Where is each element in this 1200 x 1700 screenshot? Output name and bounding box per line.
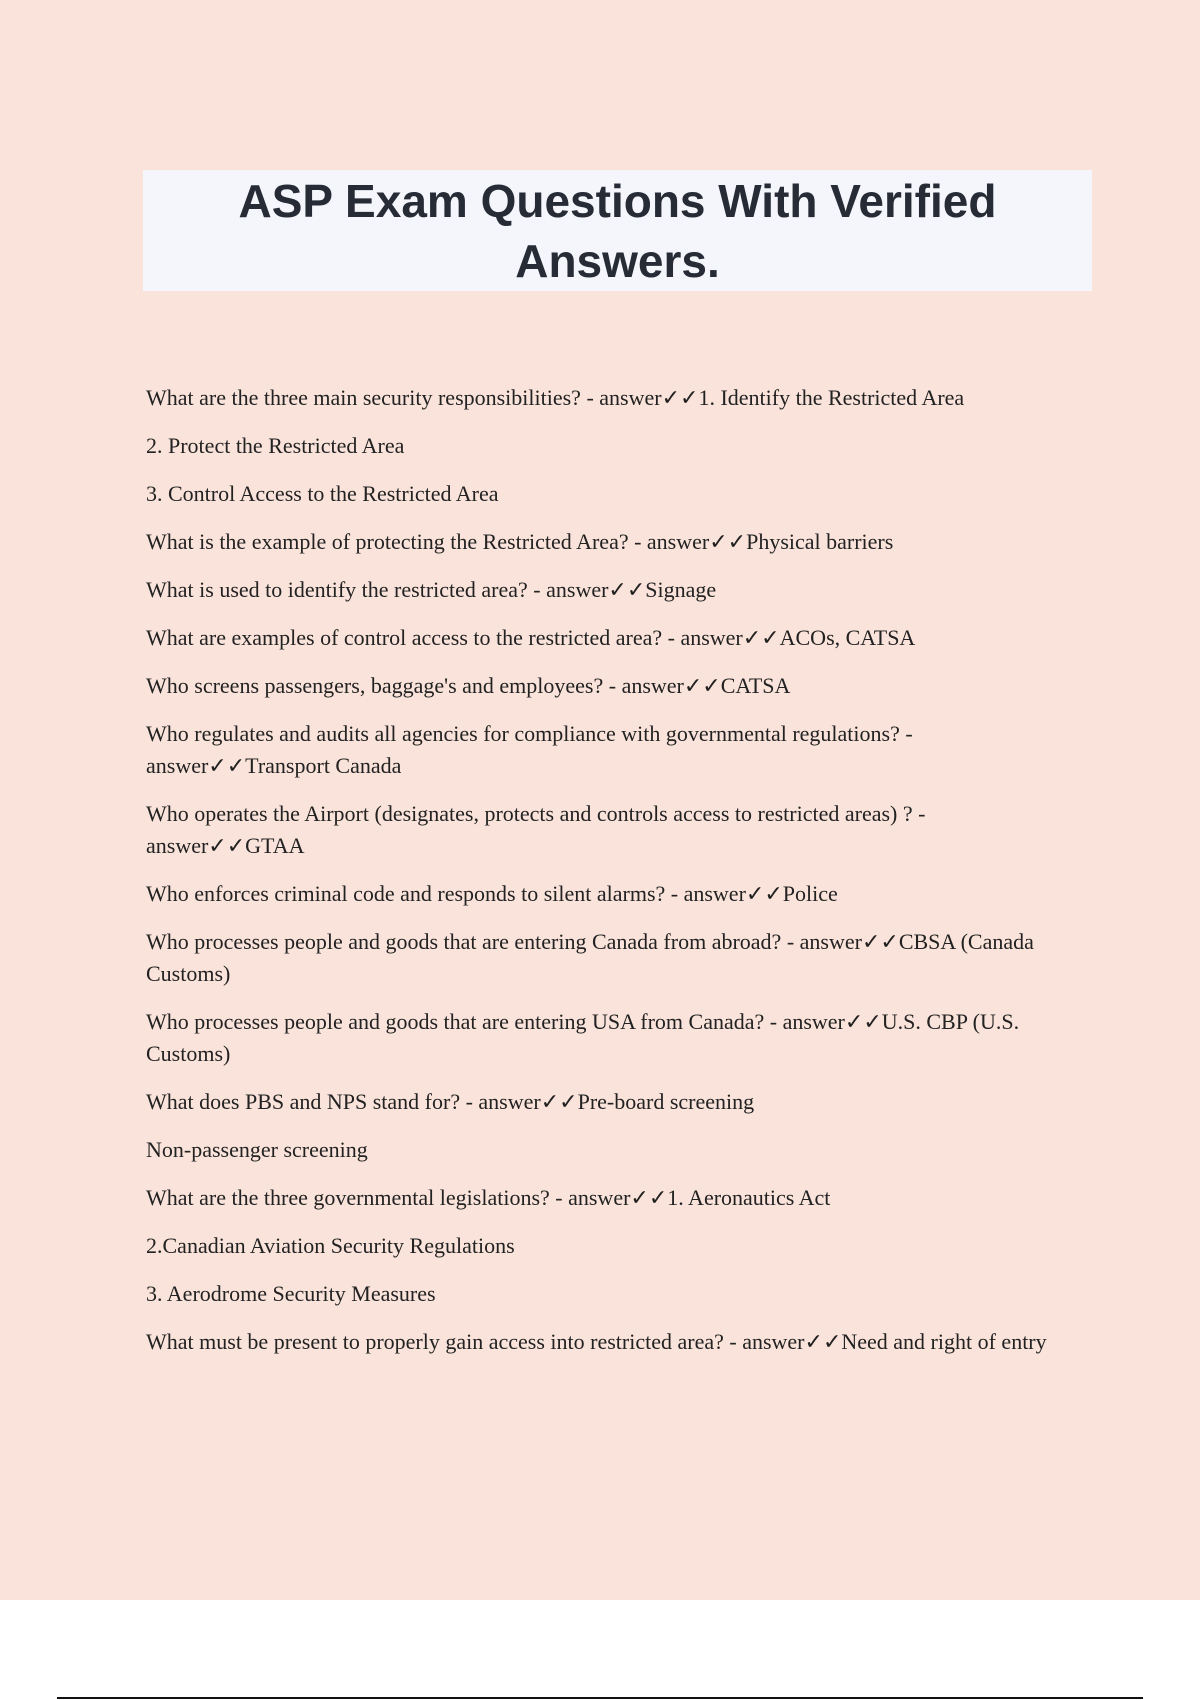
- qa-line: Who processes people and goods that are entering Canada from abroad? - answer✓✓CBSA (Canada Customs): [146, 929, 1034, 986]
- qa-line: Who operates the Airport (designates, protects and controls access to restricted areas) ? - answer✓✓GTAA: [146, 801, 926, 858]
- qa-content: [146, 382, 1086, 1374]
- qa-line: 3. Aerodrome Security Measures: [146, 1281, 436, 1306]
- qa-line: Who screens passengers, baggage's and employees? - answer✓✓CATSA: [146, 673, 791, 698]
- qa-line: What is used to identify the restricted area? - answer✓✓Signage: [146, 577, 717, 602]
- qa-line: What does PBS and NPS stand for? - answer✓✓Pre-board screening: [146, 1089, 755, 1114]
- qa-line: 2.Canadian Aviation Security Regulations: [146, 1233, 515, 1258]
- footer-divider: [57, 1697, 1143, 1699]
- title-banner: [143, 170, 1092, 291]
- qa-line: What are the three governmental legislations? - answer✓✓1. Aeronautics Act: [146, 1185, 831, 1210]
- document-title: ASP Exam Questions With Verified Answers.: [238, 174, 997, 287]
- qa-line: Who enforces criminal code and responds to silent alarms? - answer✓✓Police: [146, 881, 838, 906]
- qa-line: 2. Protect the Restricted Area: [146, 433, 405, 458]
- qa-line: What must be present to properly gain access into restricted area? - answer✓✓Need and right of entry: [146, 1329, 1047, 1354]
- qa-line: What is the example of protecting the Restricted Area? - answer✓✓Physical barriers: [146, 529, 894, 554]
- qa-line: What are examples of control access to the restricted area? - answer✓✓ACOs, CATSA: [146, 625, 916, 650]
- qa-line: Who regulates and audits all agencies for compliance with governmental regulations? - answer✓✓Transport Canada: [146, 721, 913, 778]
- qa-line: Who processes people and goods that are entering USA from Canada? - answer✓✓U.S. CBP (U.S. Customs): [146, 1009, 1020, 1066]
- qa-line: 3. Control Access to the Restricted Area: [146, 481, 499, 506]
- qa-line: What are the three main security responsibilities? - answer✓✓1. Identify the Restricted Area: [146, 385, 965, 410]
- qa-line: Non-passenger screening: [146, 1137, 368, 1162]
